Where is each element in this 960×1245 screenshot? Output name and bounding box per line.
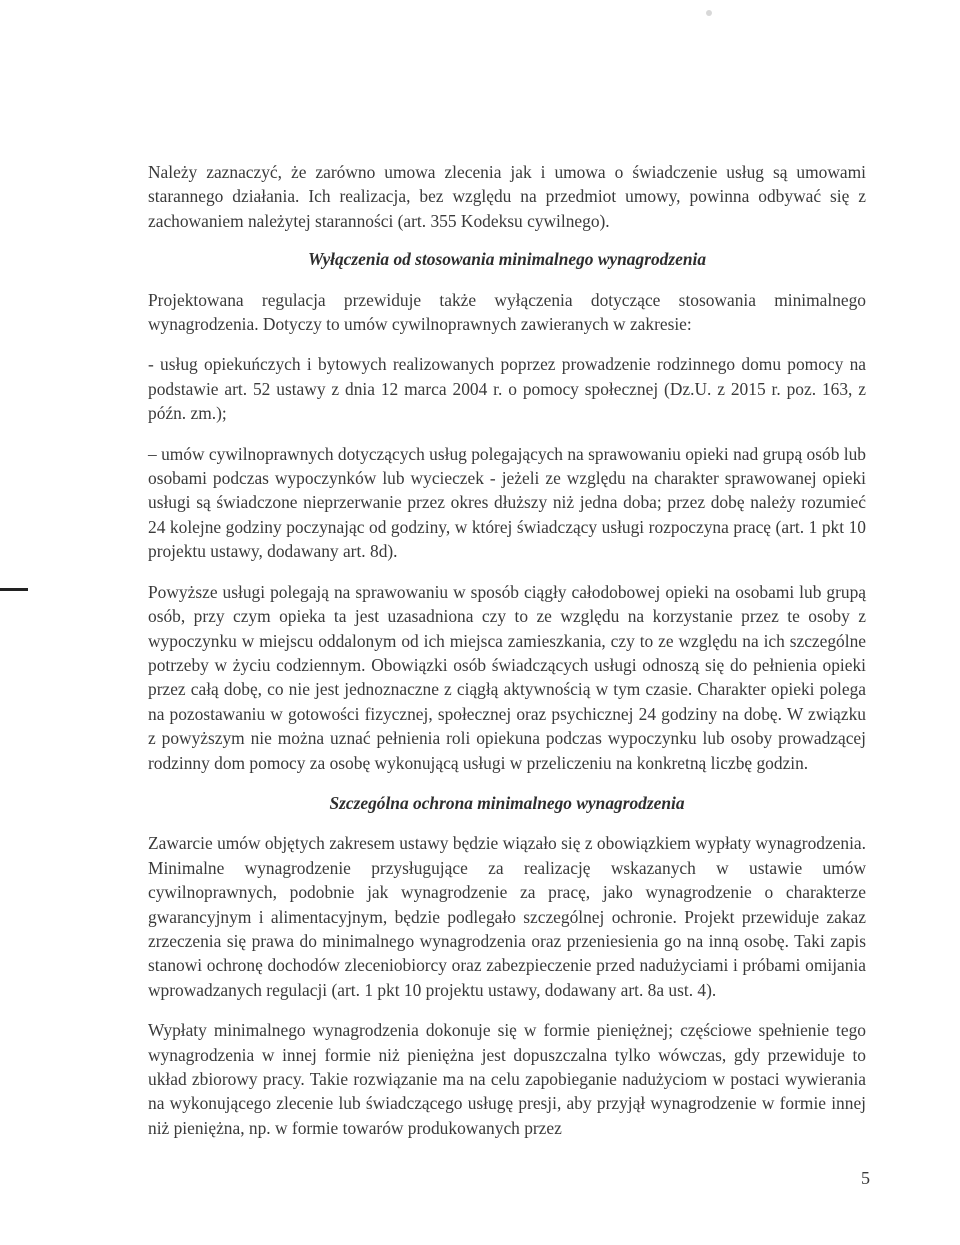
list-item-family-care-home: - usług opiekuńczych i bytowych realizowanych poprzez prowadzenie rodzinnego domu pomocy na podstawie art. 52 ustawy z dnia 12 marca 2004 r. o pomocy społecznej (Dz.U. z 2015 r. poz. 163, z późn. zm.); bbox=[148, 354, 866, 424]
document-page bbox=[148, 160, 866, 1156]
section-heading-protection: Szczególna ochrona minimalnego wynagrodzenia bbox=[329, 792, 685, 813]
scan-edge-mark bbox=[0, 588, 28, 591]
care-explanation-paragraph: Powyższe usługi polegają na sprawowaniu w sposób ciągły całodobowej opieki na osobami lub grupą osób, przy czym opieka ta jest uzasadniona czy to ze względu na korzystanie przez te osoby z wypoczynku w miejscu oddalonym od ich miejsca zamieszkania, czy to ze względu na ich szczególne potrzeby w życiu codziennym. Obowiązki osób świadczących usługi odnoszą się do pełnienia opieki przez całą dobę, co nie jest jednoznaczne z ciągłą aktywnością w tym czasie. Charakter opieki polega na pozostawaniu w gotowości fizycznej, społecznej oraz psychicznej 24 godziny na dobę. W związku z powyższym nie można uznać pełnienia roli opiekuna podczas wypoczynku lub osoby prowadzącej rodzinny dom pomocy za osobę wykonującą usługi w przeliczeniu na konkretną liczbę godzin. bbox=[148, 581, 866, 773]
exclusions-intro-paragraph: Projektowana regulacja przewiduje także wyłączenia dotyczące stosowania minimalnego wynagrodzenia. Dotyczy to umów cywilnoprawnych zawieranych w zakresie: bbox=[148, 289, 866, 335]
intro-paragraph: Należy zaznaczyć, że zarówno umowa zlecenia jak i umowa o świadczenie usług są umowami starannego działania. Ich realizacja, bez względu na przedmiot umowy, powinna odbywać się z zachowaniem należytej staranności (art. 355 Kodeksu cywilnego). bbox=[148, 162, 866, 231]
page-number: 5 bbox=[861, 1168, 870, 1188]
section-heading-exclusions: Wyłączenia od stosowania minimalnego wynagrodzenia bbox=[307, 249, 707, 270]
scan-speck bbox=[706, 10, 712, 16]
protection-paragraph: Zawarcie umów objętych zakresem ustawy będzie wiązało się z obowiązkiem wypłaty wynagrodzenia. Minimalne wynagrodzenie przysługujące za realizację wskazanych w ustawie umów cywilnoprawnych, podobnie jak wynagrodzenie za pracę, jako wynagrodzenie o charakterze gwarancyjnym i alimentacyjnym, będzie podlegało szczególnej ochronie. Projekt przewiduje zakaz zrzeczenia się prawa do minimalnego wynagrodzenia oraz przeniesienia go na inną osobę. Taki zapis stanowi ochronę dochodów zleceniobiorcy oraz zabezpieczenie przed nadużyciami i próbami omijania wprowadzanych regulacji (art. 1 pkt 10 projektu ustawy, dodawany art. 8a ust. 4). bbox=[148, 833, 866, 1000]
payment-form-paragraph: Wypłaty minimalnego wynagrodzenia dokonuje się w formie pieniężnej; częściowe spełnienie tego wynagrodzenia w innej formie niż pieniężna jest dopuszczalna tylko wówczas, gdy przewiduje to układ zbiorowy pracy. Takie rozwiązanie ma na celu zapobieganie nadużyciom w postaci wywierania na wykonującego zlecenie lub świadczącego usługę presji, aby przyjął wynagrodzenie w formie innej niż pieniężna, np. w formie towarów produkowanych przez bbox=[148, 1020, 866, 1138]
list-item-group-care: – umów cywilnoprawnych dotyczących usług polegających na sprawowaniu opieki nad grupą osób lub osobami podczas wypoczynków lub wycieczek - jeżeli ze względu na charakter sprawowanej opieki usługi są świadczone nieprzerwanie przez okres dłuższy niż jedna doba; przez dobę należy rozumieć 24 kolejne godziny poczynając od godziny, w której świadczący usługi rozpoczyna pracę (art. 1 pkt 10 projektu ustawy, dodawany art. 8d). bbox=[148, 443, 866, 562]
